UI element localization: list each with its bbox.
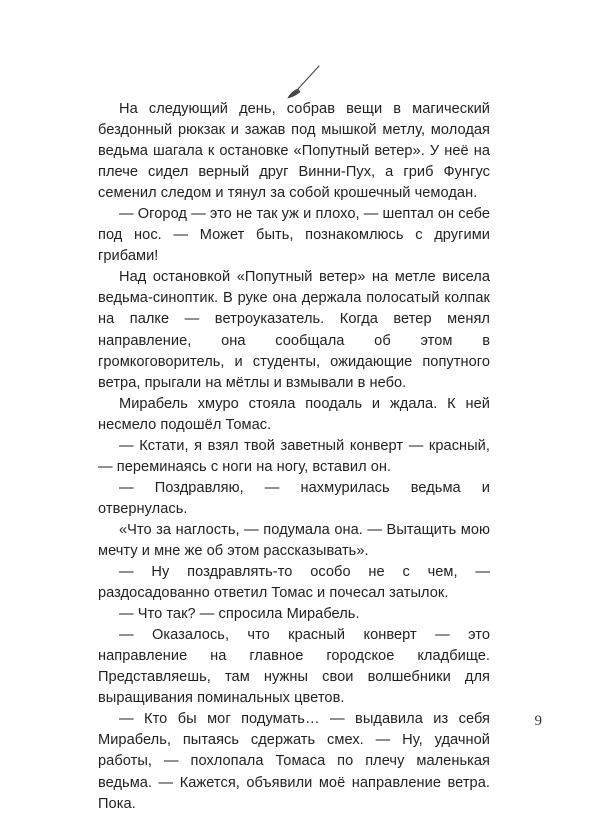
story-text — [98, 99, 490, 815]
paragraph: — Оказалось, что красный конверт — это направление на главное городское кладбище. Представляешь, там нужны свои волшебники для выращивания поминальных цветов. — [98, 627, 490, 707]
paragraph: На следующий день, собрав вещи в магический бездонный рюкзак и зажав под мышкой метлу, молодая ведьма шагала к остановке «Попутный ветер». У неё на плече сидел верный друг Винни-Пух, а гриб Фунгус семенил следом и тянул за собой крошечный чемодан. — [98, 101, 490, 202]
paragraph: «Что за наглость, — подумала она. — Вытащить мою мечту и мне же об этом рассказывать». — [98, 521, 490, 559]
paragraph: — Поздравляю, — нахмурилась ведьма и отвернулась. — [98, 479, 490, 517]
paragraph: — Что так? — спросила Мирабель. — [119, 606, 360, 623]
paragraph: Мирабель хмуро стояла поодаль и ждала. К ней несмело подошёл Томас. — [98, 395, 490, 433]
page-number: 9 — [534, 713, 542, 729]
broom-icon — [284, 64, 324, 100]
paragraph: — Огород — это не так уж и плохо, — шептал он себе под нос. — Может быть, познакомлюсь с другими грибами! — [98, 206, 490, 265]
paragraph: — Кто бы мог подумать… — выдавила из себя Мирабель, пытаясь сдержать смех. — Ну, удачной работы, — похлопала Томаса по плечу маленькая ведьма. — Кажется, объявили моё направление ветра. Пока. — [98, 711, 490, 812]
paragraph: — Кстати, я взял твой заветный конверт — красный, — переминаясь с ноги на ногу, вставил он. — [98, 437, 490, 475]
paragraph: — Ну поздравлять-то особо не с чем, — раздосадованно ответил Томас и почесал затылок. — [98, 564, 490, 602]
paragraph: Над остановкой «Попутный ветер» на метле висела ведьма-синоптик. В руке она держала полосатый колпак на палке — ветроуказатель. Когда ветер менял направление, она сообщала об этом в громкоговоритель, и студенты, ожидающие попутного ветра, прыгали на мётлы и взмывали в небо. — [98, 269, 490, 391]
